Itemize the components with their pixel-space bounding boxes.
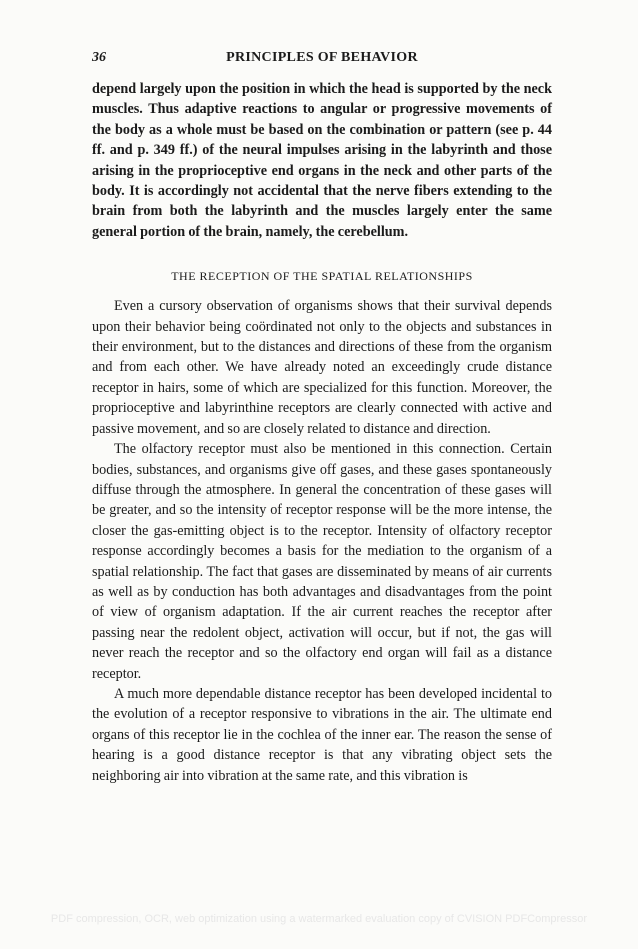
paragraph-1: depend largely upon the position in which the head is supported by the neck muscles. Thus adaptive reactions to angular or progressive movements of the body as a whole must be based on the combination or pattern (see p. 44 ff. and p. 349 ff.) of the neural impulses arising in the labyrinth and those arising in the proprioceptive end organs in the neck and other parts of the body. It is accordingly not accidental that the nerve fibers extending to the brain from both the labyrinth and the muscles largely enter the same general portion of the brain, namely, the cerebellum.	[92, 81, 552, 240]
book-page	[92, 50, 552, 786]
running-title: PRINCIPLES OF BEHAVIOR	[226, 50, 418, 65]
paragraph-4: A much more dependable distance receptor has been developed incidental to the evolution of a receptor responsive to vibrations in the air. The ultimate end organs of this receptor lie in the cochlea of the inner ear. The reason the sense of hearing is a good distance receptor is that any vibrating object sets the neighboring air into vibration at the same rate, and this vibration is	[92, 685, 552, 784]
paragraph-2: Even a cursory observation of organisms shows that their survival depends upon their behavior being coördinated not only to the objects and substances in their environment, but to the distances and directions of these from the organism and from each other. We have already noted an exceedingly crude distance receptor in hairs, some of which are specialized for this function. Moreover, the proprioceptive and labyrinthine receptors are clearly connected with active and passive movement, and so are closely related to distance and direction.	[92, 298, 552, 437]
page-number: 36	[92, 50, 106, 65]
paragraph-3: The olfactory receptor must also be mentioned in this connection. Certain bodies, substances, and organisms give off gases, and these gases spontaneously diffuse through the atmosphere. In general the concentration of these gases will be greater, and so the intensity of receptor response will be the more intense, the closer the gas-emitting object is to the receptor. Intensity of olfactory receptor response accordingly becomes a basis for the mediation to the organism of a spatial relationship. The fact that gases are disseminated by means of air currents as well as by conduction has both advantages and disadvantages from the point of view of organism adaptation. If the air current reaches the receptor after passing near the redolent object, activation will occur, but if not, the gas will never reach the receptor and so the olfactory end organ will fail as a distance receptor.	[92, 441, 552, 682]
section-heading: THE RECEPTION OF THE SPATIAL RELATIONSHIPS	[171, 269, 473, 284]
watermark: PDF compression, OCR, web optimization using a watermarked evaluation copy of CVISION PDFCompressor	[50, 913, 588, 925]
running-head	[92, 50, 552, 74]
